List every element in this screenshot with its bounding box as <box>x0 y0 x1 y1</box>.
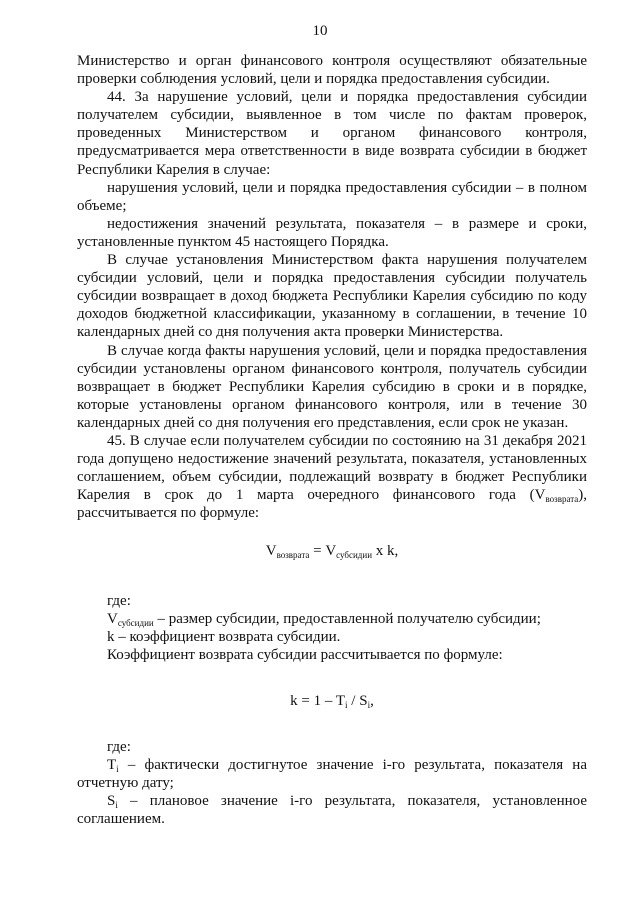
definition <box>77 792 587 828</box>
formula-refund-volume <box>77 542 587 560</box>
paragraph-text: 45. В случае если получателем субсидии по состоянию на 31 декабря 2021 года допущено недостижение значений результата, показателя, установленных соглашением, объем субсидии, подлежащий возврату в бюджет Республики Карелия в срок до 1 марта очередного финансового года (V <box>77 432 587 504</box>
subscript: i <box>345 699 348 710</box>
definition-text: – плановое значение i-го результата, показателя, установленное соглашением. <box>77 793 587 828</box>
formula-text: = V <box>309 543 337 560</box>
paragraph: Коэффициент возврата субсидии рассчитывается по формуле: <box>107 646 503 663</box>
subscript: возврата <box>276 550 310 561</box>
symbol: S <box>107 793 116 810</box>
formula-text: / S <box>347 692 368 709</box>
where-label: где: <box>107 739 131 755</box>
where-label: где: <box>107 592 131 609</box>
symbol: T <box>107 757 117 774</box>
formula-text: , <box>370 692 374 709</box>
subscript: i <box>367 699 371 710</box>
formula-coefficient <box>77 692 587 710</box>
page-number: 10 <box>312 23 328 39</box>
subscript: i <box>116 764 119 775</box>
definition-text: – фактически достигнутое значение i-го результата, показателя на отчетную дату; <box>77 757 587 792</box>
paragraph: В случае установления Министерством факта нарушения получателем субсидии условий, цели и порядка предоставления субсидии получатель субсидии возвращает в доход бюджета Республики Карелия субсидию по коду доходов бюджетной классификации, указанному в соглашении, в течение 10 календарных дней со дня получения акта проверки Министерства. <box>77 252 587 341</box>
document-body <box>77 52 587 828</box>
paragraph: недостижения значений результата, показателя – в размере и сроки, установленные пунктом 45 настоящего Порядка. <box>77 215 587 250</box>
definition <box>77 756 587 792</box>
paragraph <box>77 432 587 522</box>
symbol: V <box>107 610 118 627</box>
definition <box>77 610 587 628</box>
subscript: субсидии <box>336 550 373 561</box>
definition-text: – размер субсидии, предоставленной получателю субсидии; <box>153 610 541 627</box>
formula-text: x k, <box>372 543 399 560</box>
subscript: i <box>115 800 118 811</box>
subscript: возврата <box>545 494 579 505</box>
definition: k – коэффициент возврата субсидии. <box>107 628 341 645</box>
paragraph: Министерство и орган финансового контроля осуществляют обязательные проверки соблюдения условий, цели и порядка предоставления субсидии. <box>77 53 587 88</box>
formula-text: V <box>265 543 277 560</box>
formula-text: k = 1 – T <box>290 692 346 709</box>
paragraph: 44. За нарушение условий, цели и порядка предоставления субсидии получателем субсидии, выявленное в том числе по фактам проверок, проведенных Министерством и органом финансового контроля, предусматривается мера ответственности в виде возврата субсидии в бюджет Республики Карелия в случае: <box>77 89 587 178</box>
paragraph-text: ), рассчитывается по формуле: <box>77 487 587 522</box>
subscript: субсидии <box>117 617 154 628</box>
paragraph: В случае когда факты нарушения условий, цели и порядка предоставления субсидии установлены органом финансового контроля, получатель субсидии возвращает в бюджет Республики Карелия субсидию в сроки и в порядке, которые установлены органом финансового контроля, или в течение 30 календарных дней со дня получения его представления, если срок не указан. <box>77 342 587 431</box>
paragraph: нарушения условий, цели и порядка предоставления субсидии – в полном объеме; <box>77 179 587 214</box>
